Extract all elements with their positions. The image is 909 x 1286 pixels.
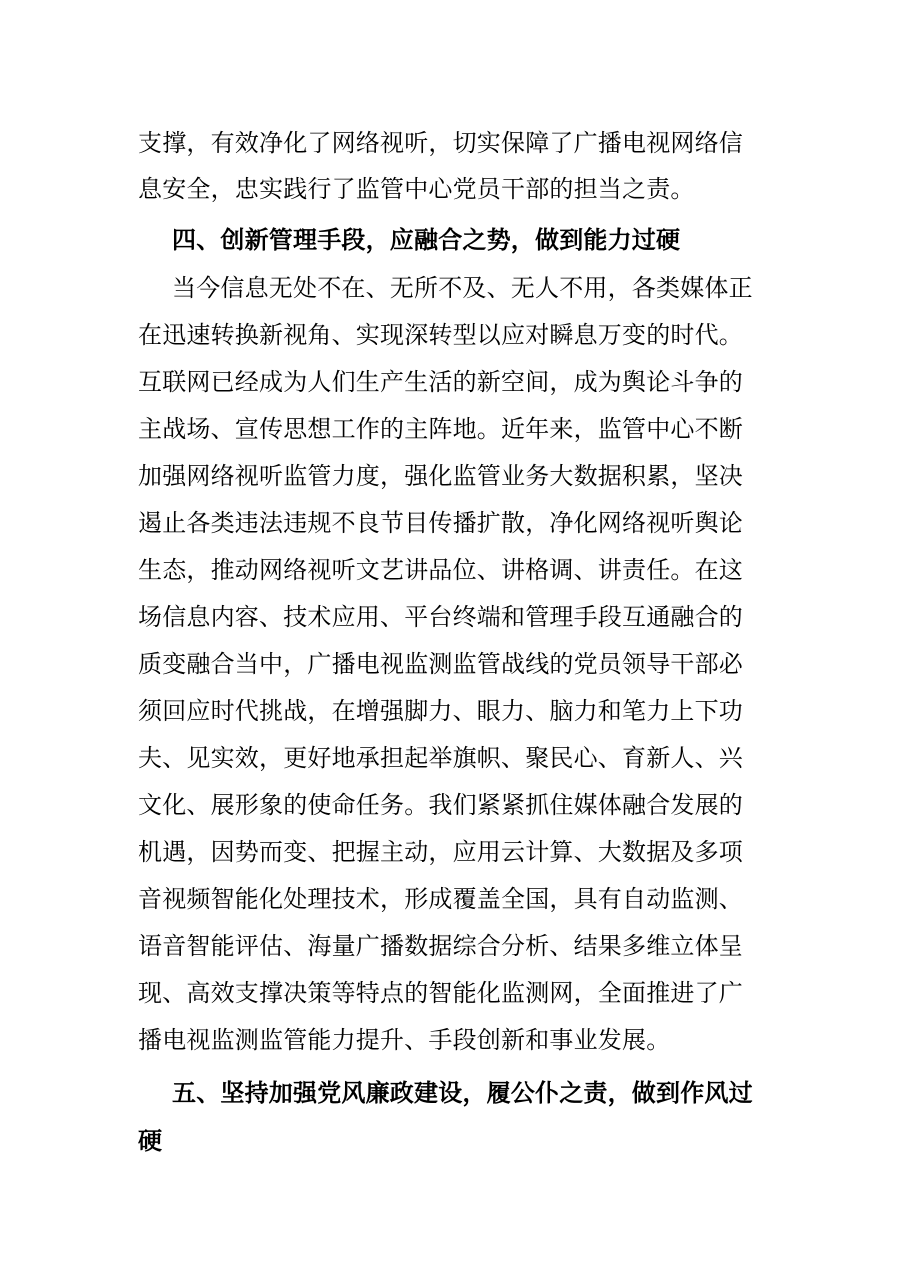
paragraph-line: 加强网络视听监管力度，强化监管业务大数据积累，坚决 [138, 462, 743, 490]
paragraph-line: 遏止各类违法违规不良节目传播扩散，净化网络视听舆论 [138, 509, 743, 537]
paragraph-line: 支撑，有效净化了网络视听，切实保障了广播电视网络信 [138, 129, 743, 157]
paragraph-line: 音视频智能化处理技术，形成覆盖全国，具有自动监测、 [138, 885, 743, 913]
paragraph-line: 场信息内容、技术应用、平台终端和管理手段互通融合的 [138, 603, 743, 631]
paragraph-line: 现、高效支撑决策等特点的智能化监测网，全面推进了广 [138, 979, 743, 1007]
paragraph-line: 质变融合当中，广播电视监测监管战线的党员领导干部必 [138, 650, 743, 678]
paragraph-line: 互联网已经成为人们生产生活的新空间，成为舆论斗争的 [138, 368, 743, 396]
paragraph-line: 在迅速转换新视角、实现深转型以应对瞬息万变的时代。 [138, 321, 743, 349]
paragraph-line: 播电视监测监管能力提升、手段创新和事业发展。 [138, 1026, 671, 1054]
paragraph-line: 当今信息无处不在、无所不及、无人不用，各类媒体正 [172, 274, 753, 302]
paragraph-line: 息安全，忠实践行了监管中心党员干部的担当之责。 [138, 175, 695, 203]
section-heading-4: 四、创新管理手段，应融合之势，做到能力过硬 [172, 226, 681, 254]
paragraph-line: 生态，推动网络视听文艺讲品位、讲格调、讲责任。在这 [138, 556, 743, 584]
paragraph-line: 文化、展形象的使命任务。我们紧紧抓住媒体融合发展的 [138, 791, 743, 819]
paragraph-line: 夫、见实效，更好地承担起举旗帜、聚民心、育新人、兴 [138, 744, 743, 772]
paragraph-line: 须回应时代挑战，在增强脚力、眼力、脑力和笔力上下功 [138, 697, 743, 725]
section-heading-5: 五、坚持加强党风廉政建设，履公仆之责，做到作风过 [172, 1079, 753, 1107]
paragraph-line: 主战场、宣传思想工作的主阵地。近年来，监管中心不断 [138, 415, 743, 443]
section-heading-5-continued: 硬 [138, 1127, 163, 1155]
paragraph-line: 机遇，因势而变、把握主动，应用云计算、大数据及多项 [138, 838, 743, 866]
paragraph-line: 语音智能评估、海量广播数据综合分析、结果多维立体呈 [138, 932, 743, 960]
